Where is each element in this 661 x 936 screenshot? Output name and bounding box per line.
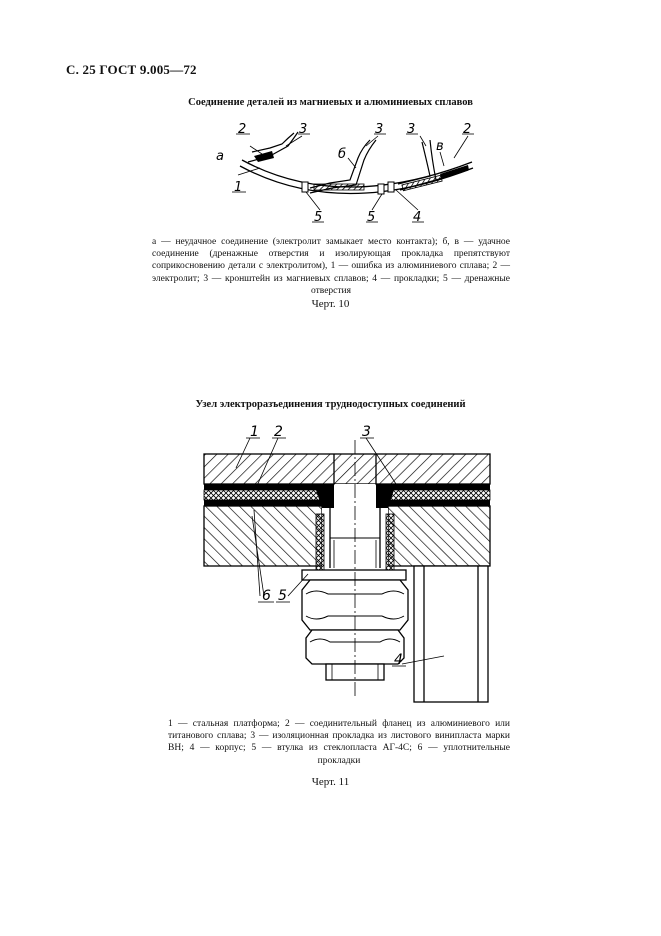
fig10-caption: а — неудачное соединение (электролит замыкает место контакта); б, в — удачное соединение (дренажные отверстия и изолирующая прокладка препятствуют соприкосновению детали с электролитом), 1 — ошибка из алюминиевого сплава; 2 — электролит; 3 — кронштейн из магниевых сплавов; 4 — прокладки; 5 — дренажные отверстия	[152, 237, 510, 296]
fig11-caption: 1 — стальная платформа; 2 — соединительный фланец из алюминиевого или титанового сплава; 3 — изоляционная прокладка из листового винипласта марки ВН; 4 — корпус; 5 — втулка из стеклопласта АГ-4С; 6 — уплотнительные прокладки	[168, 719, 510, 766]
fig11-label-5: 5	[278, 588, 287, 604]
fig10-label-v: в	[436, 139, 444, 154]
fig11-label-1: 1	[250, 424, 259, 440]
fig10-label-b: б	[338, 147, 347, 162]
fig10-label-3-left: 3	[299, 122, 308, 137]
fig10-label-5-left: 5	[314, 210, 323, 225]
fig10-drawing	[210, 118, 480, 230]
fig11-label-2: 2	[274, 424, 283, 440]
fig10-chert: Черт. 10	[311, 298, 350, 310]
fig11-label-4: 4	[394, 652, 403, 668]
fig10-label-4: 4	[413, 210, 422, 225]
fig11-label-3: 3	[362, 424, 371, 440]
fig11-drawing	[196, 418, 496, 706]
fig11-chert: Черт. 11	[311, 776, 350, 788]
fig10-label-2-left: 2	[238, 122, 247, 137]
fig10-label-1: 1	[234, 180, 243, 195]
fig11-title: Узел электроразъединения труднодоступных соединений	[195, 399, 466, 410]
fig10-label-3-mid: 3	[375, 122, 384, 137]
fig10-title: Соединение деталей из магниевых и алюминиевых сплавов	[188, 97, 473, 108]
fig10-label-2-right: 2	[463, 122, 472, 137]
fig10-label-5-right: 5	[367, 210, 376, 225]
fig10-label-a: а	[216, 149, 224, 164]
page-header: С. 25 ГОСТ 9.005—72	[66, 62, 197, 77]
fig10-label-3-right: 3	[407, 122, 416, 137]
fig11-label-6: 6	[262, 588, 271, 604]
